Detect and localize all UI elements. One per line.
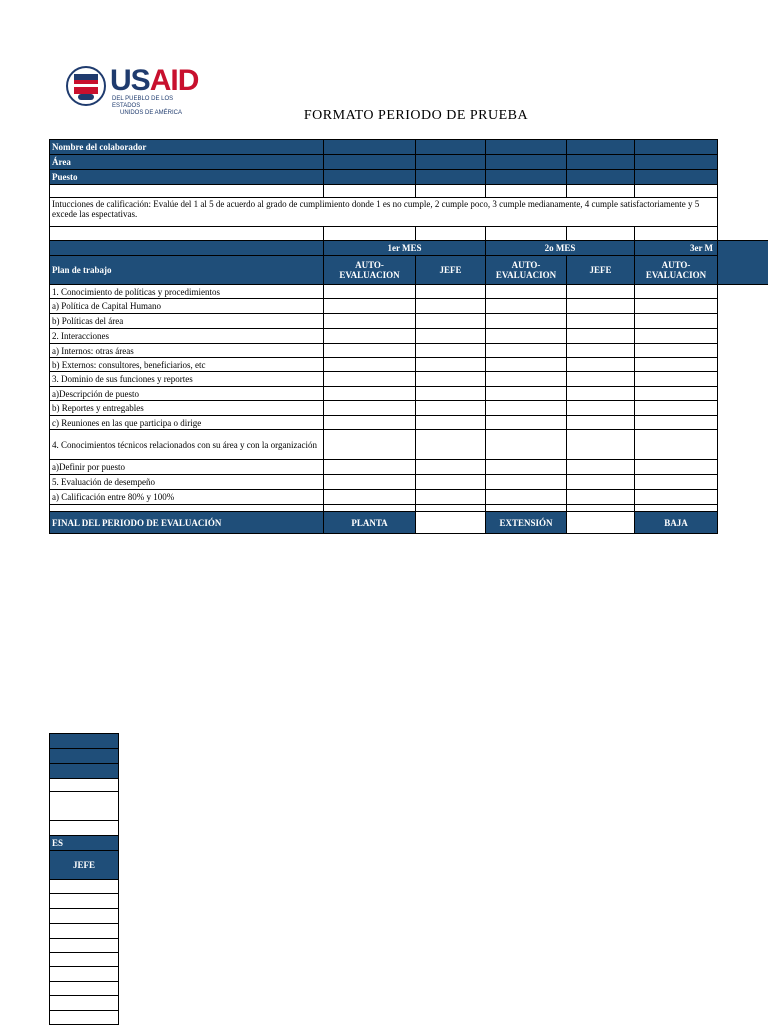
score-input-cell[interactable] <box>634 357 718 372</box>
score-input-cell[interactable] <box>323 284 416 299</box>
info-value-cell <box>485 169 567 185</box>
score-input-cell[interactable] <box>323 313 416 329</box>
fragment-month-tail: ES <box>49 835 119 851</box>
blank-cell <box>323 184 416 198</box>
plan-row-label: 4. Conocimientos técnicos relacionados con su área y con la organización <box>49 429 324 460</box>
blank-cell <box>415 184 486 198</box>
score-input-cell[interactable] <box>323 371 416 387</box>
info-value-cell <box>634 154 718 170</box>
score-input-cell[interactable] <box>415 357 486 372</box>
fragment-score-cell[interactable] <box>49 981 119 996</box>
plan-row-label: b) Políticas del área <box>49 313 324 329</box>
fragment-blank <box>49 778 119 792</box>
fragment-blank <box>49 820 119 836</box>
footer-planta: PLANTA <box>323 511 416 534</box>
score-input-cell[interactable] <box>485 400 567 416</box>
info-value-cell <box>323 139 416 155</box>
blank-cell <box>49 184 324 198</box>
score-input-cell[interactable] <box>566 459 635 475</box>
score-input-cell[interactable] <box>566 429 635 460</box>
blank-cell <box>634 184 718 198</box>
score-input-cell[interactable] <box>634 474 718 490</box>
score-input-cell[interactable] <box>415 459 486 475</box>
score-input-cell[interactable] <box>634 489 718 505</box>
score-input-cell[interactable] <box>634 328 718 344</box>
instructions-text: Intucciones de calificación: Evalúe del 1 al 5 de acuerdo al grado de cumplimiento donde 1 es no cumple, 2 cumple poco, 3 cumple medianamente, 4 cumple satisfactoriamente y 5 excede las espectativas. <box>49 197 718 227</box>
score-input-cell[interactable] <box>323 474 416 490</box>
score-input-cell[interactable] <box>566 474 635 490</box>
score-input-cell[interactable] <box>634 459 718 475</box>
plan-row-label: 2. Interacciones <box>49 328 324 344</box>
info-value-cell <box>323 154 416 170</box>
info-value-cell <box>634 169 718 185</box>
blank-cell <box>566 226 635 241</box>
info-value-cell <box>485 154 567 170</box>
score-input-cell[interactable] <box>323 343 416 358</box>
score-input-cell[interactable] <box>566 298 635 314</box>
score-input-cell[interactable] <box>415 313 486 329</box>
sub-header-autoevaluacion: AUTO-EVALUACION <box>634 255 718 285</box>
score-input-cell[interactable] <box>634 313 718 329</box>
score-input-cell[interactable] <box>634 400 718 416</box>
footer-label: FINAL DEL PERIODO DE EVALUACIÓN <box>49 511 324 534</box>
score-input-cell[interactable] <box>634 298 718 314</box>
score-input-cell[interactable] <box>566 400 635 416</box>
plan-row-label: a) Política de Capital Humano <box>49 298 324 314</box>
overflow-header-block <box>717 240 768 285</box>
info-value-cell <box>566 154 635 170</box>
month-header-2: 2o MES <box>485 240 635 256</box>
blank-cell <box>566 184 635 198</box>
month-header-3: 3er M <box>634 240 768 256</box>
plan-row-label: 5. Evaluación de desempeño <box>49 474 324 490</box>
info-label: Área <box>49 154 324 170</box>
score-input-cell[interactable] <box>415 429 486 460</box>
score-input-cell[interactable] <box>485 313 567 329</box>
usaid-tagline: DEL PUEBLO DE LOS ESTADOS UNIDOS DE AMÉRICA <box>112 96 183 116</box>
blank-cell <box>485 184 567 198</box>
score-input-cell[interactable] <box>566 415 635 430</box>
info-value-cell <box>634 139 718 155</box>
plan-row-label: 1. Conocimiento de políticas y procedimientos <box>49 284 324 299</box>
score-input-cell[interactable] <box>566 284 635 299</box>
plan-row-label: c) Reuniones en las que participa o dirige <box>49 415 324 430</box>
score-input-cell[interactable] <box>485 328 567 344</box>
info-value-cell <box>415 139 486 155</box>
fragment-score-cell[interactable] <box>49 995 119 1011</box>
score-input-cell[interactable] <box>566 313 635 329</box>
score-input-cell[interactable] <box>485 357 567 372</box>
page-title: FORMATO PERIODO DE PRUEBA <box>303 108 529 123</box>
score-input-cell[interactable] <box>415 328 486 344</box>
score-input-cell[interactable] <box>323 328 416 344</box>
blank-cell <box>415 226 486 241</box>
score-input-cell[interactable] <box>485 429 567 460</box>
month-header-blank <box>49 240 324 256</box>
plan-row-label: 3. Dominio de sus funciones y reportes <box>49 371 324 387</box>
plan-row-label: b) Externos: consultores, beneficiarios, etc <box>49 357 324 372</box>
fragment-score-cell[interactable] <box>49 952 119 967</box>
sub-header-jefe: JEFE <box>415 255 486 285</box>
fragment-blank <box>49 791 119 821</box>
sub-header-autoevaluacion: AUTO-EVALUACION <box>323 255 416 285</box>
plan-row-label: a)Definir por puesto <box>49 459 324 475</box>
score-input-cell[interactable] <box>323 386 416 401</box>
score-input-cell[interactable] <box>323 298 416 314</box>
score-input-cell[interactable] <box>634 343 718 358</box>
info-label: Nombre del colaborador <box>49 139 324 155</box>
plan-row-label: a)Descripción de puesto <box>49 386 324 401</box>
score-input-cell[interactable] <box>415 371 486 387</box>
score-input-cell[interactable] <box>485 284 567 299</box>
score-input-cell[interactable] <box>485 459 567 475</box>
score-input-cell[interactable] <box>323 357 416 372</box>
score-input-cell[interactable] <box>485 474 567 490</box>
footer-blank <box>566 511 635 534</box>
fragment-info-cell <box>49 733 119 749</box>
blank-cell <box>323 226 416 241</box>
fragment-jefe-header: JEFE <box>49 850 119 880</box>
plan-header: Plan de trabajo <box>49 255 324 285</box>
score-input-cell[interactable] <box>415 298 486 314</box>
score-input-cell[interactable] <box>415 415 486 430</box>
score-input-cell[interactable] <box>485 343 567 358</box>
score-input-cell[interactable] <box>415 386 486 401</box>
info-value-cell <box>323 169 416 185</box>
footer-baja: BAJA <box>634 511 718 534</box>
score-input-cell[interactable] <box>415 343 486 358</box>
score-input-cell[interactable] <box>634 284 718 299</box>
score-input-cell[interactable] <box>415 284 486 299</box>
score-input-cell[interactable] <box>415 489 486 505</box>
fragment-info-cell <box>49 748 119 764</box>
info-label: Puesto <box>49 169 324 185</box>
score-input-cell[interactable] <box>566 489 635 505</box>
score-input-cell[interactable] <box>566 343 635 358</box>
fragment-score-cell[interactable] <box>49 908 119 924</box>
score-input-cell[interactable] <box>566 328 635 344</box>
fragment-info-cell <box>49 763 119 779</box>
info-value-cell <box>485 139 567 155</box>
plan-row-label: a) Calificación entre 80% y 100% <box>49 489 324 505</box>
info-value-cell <box>566 169 635 185</box>
score-input-cell[interactable] <box>566 371 635 387</box>
blank-cell <box>49 226 324 241</box>
info-value-cell <box>415 169 486 185</box>
fragment-score-cell[interactable] <box>49 1010 119 1025</box>
score-input-cell[interactable] <box>415 400 486 416</box>
fragment-score-cell[interactable] <box>49 893 119 909</box>
plan-row-label: a) Internos: otras áreas <box>49 343 324 358</box>
score-input-cell[interactable] <box>323 415 416 430</box>
score-input-cell[interactable] <box>485 371 567 387</box>
month-header-1: 1er MES <box>323 240 486 256</box>
plan-row-label: b) Reportes y entregables <box>49 400 324 416</box>
usaid-wordmark: USAID <box>110 64 199 97</box>
score-input-cell[interactable] <box>323 459 416 475</box>
score-input-cell[interactable] <box>634 371 718 387</box>
footer-blank <box>415 511 486 534</box>
score-input-cell[interactable] <box>485 386 567 401</box>
usaid-seal-icon <box>66 66 106 106</box>
score-input-cell[interactable] <box>634 386 718 401</box>
sub-header-autoevaluacion: AUTO-EVALUACION <box>485 255 567 285</box>
info-value-cell <box>415 154 486 170</box>
score-input-cell[interactable] <box>485 489 567 505</box>
score-input-cell[interactable] <box>634 415 718 430</box>
score-input-cell[interactable] <box>415 474 486 490</box>
blank-cell <box>634 226 718 241</box>
fragment-score-cell[interactable] <box>49 879 119 894</box>
score-input-cell[interactable] <box>566 357 635 372</box>
fragment-score-cell[interactable] <box>49 923 119 939</box>
fragment-score-cell[interactable] <box>49 938 119 953</box>
score-input-cell[interactable] <box>634 429 718 460</box>
score-input-cell[interactable] <box>485 415 567 430</box>
score-input-cell[interactable] <box>566 386 635 401</box>
blank-cell <box>485 226 567 241</box>
sub-header-jefe: JEFE <box>566 255 635 285</box>
score-input-cell[interactable] <box>323 400 416 416</box>
score-input-cell[interactable] <box>485 298 567 314</box>
usaid-logo <box>66 64 206 114</box>
footer-extension: EXTENSIÓN <box>485 511 567 534</box>
fragment-score-cell[interactable] <box>49 966 119 982</box>
score-input-cell[interactable] <box>323 489 416 505</box>
score-input-cell[interactable] <box>323 429 416 460</box>
info-value-cell <box>566 139 635 155</box>
